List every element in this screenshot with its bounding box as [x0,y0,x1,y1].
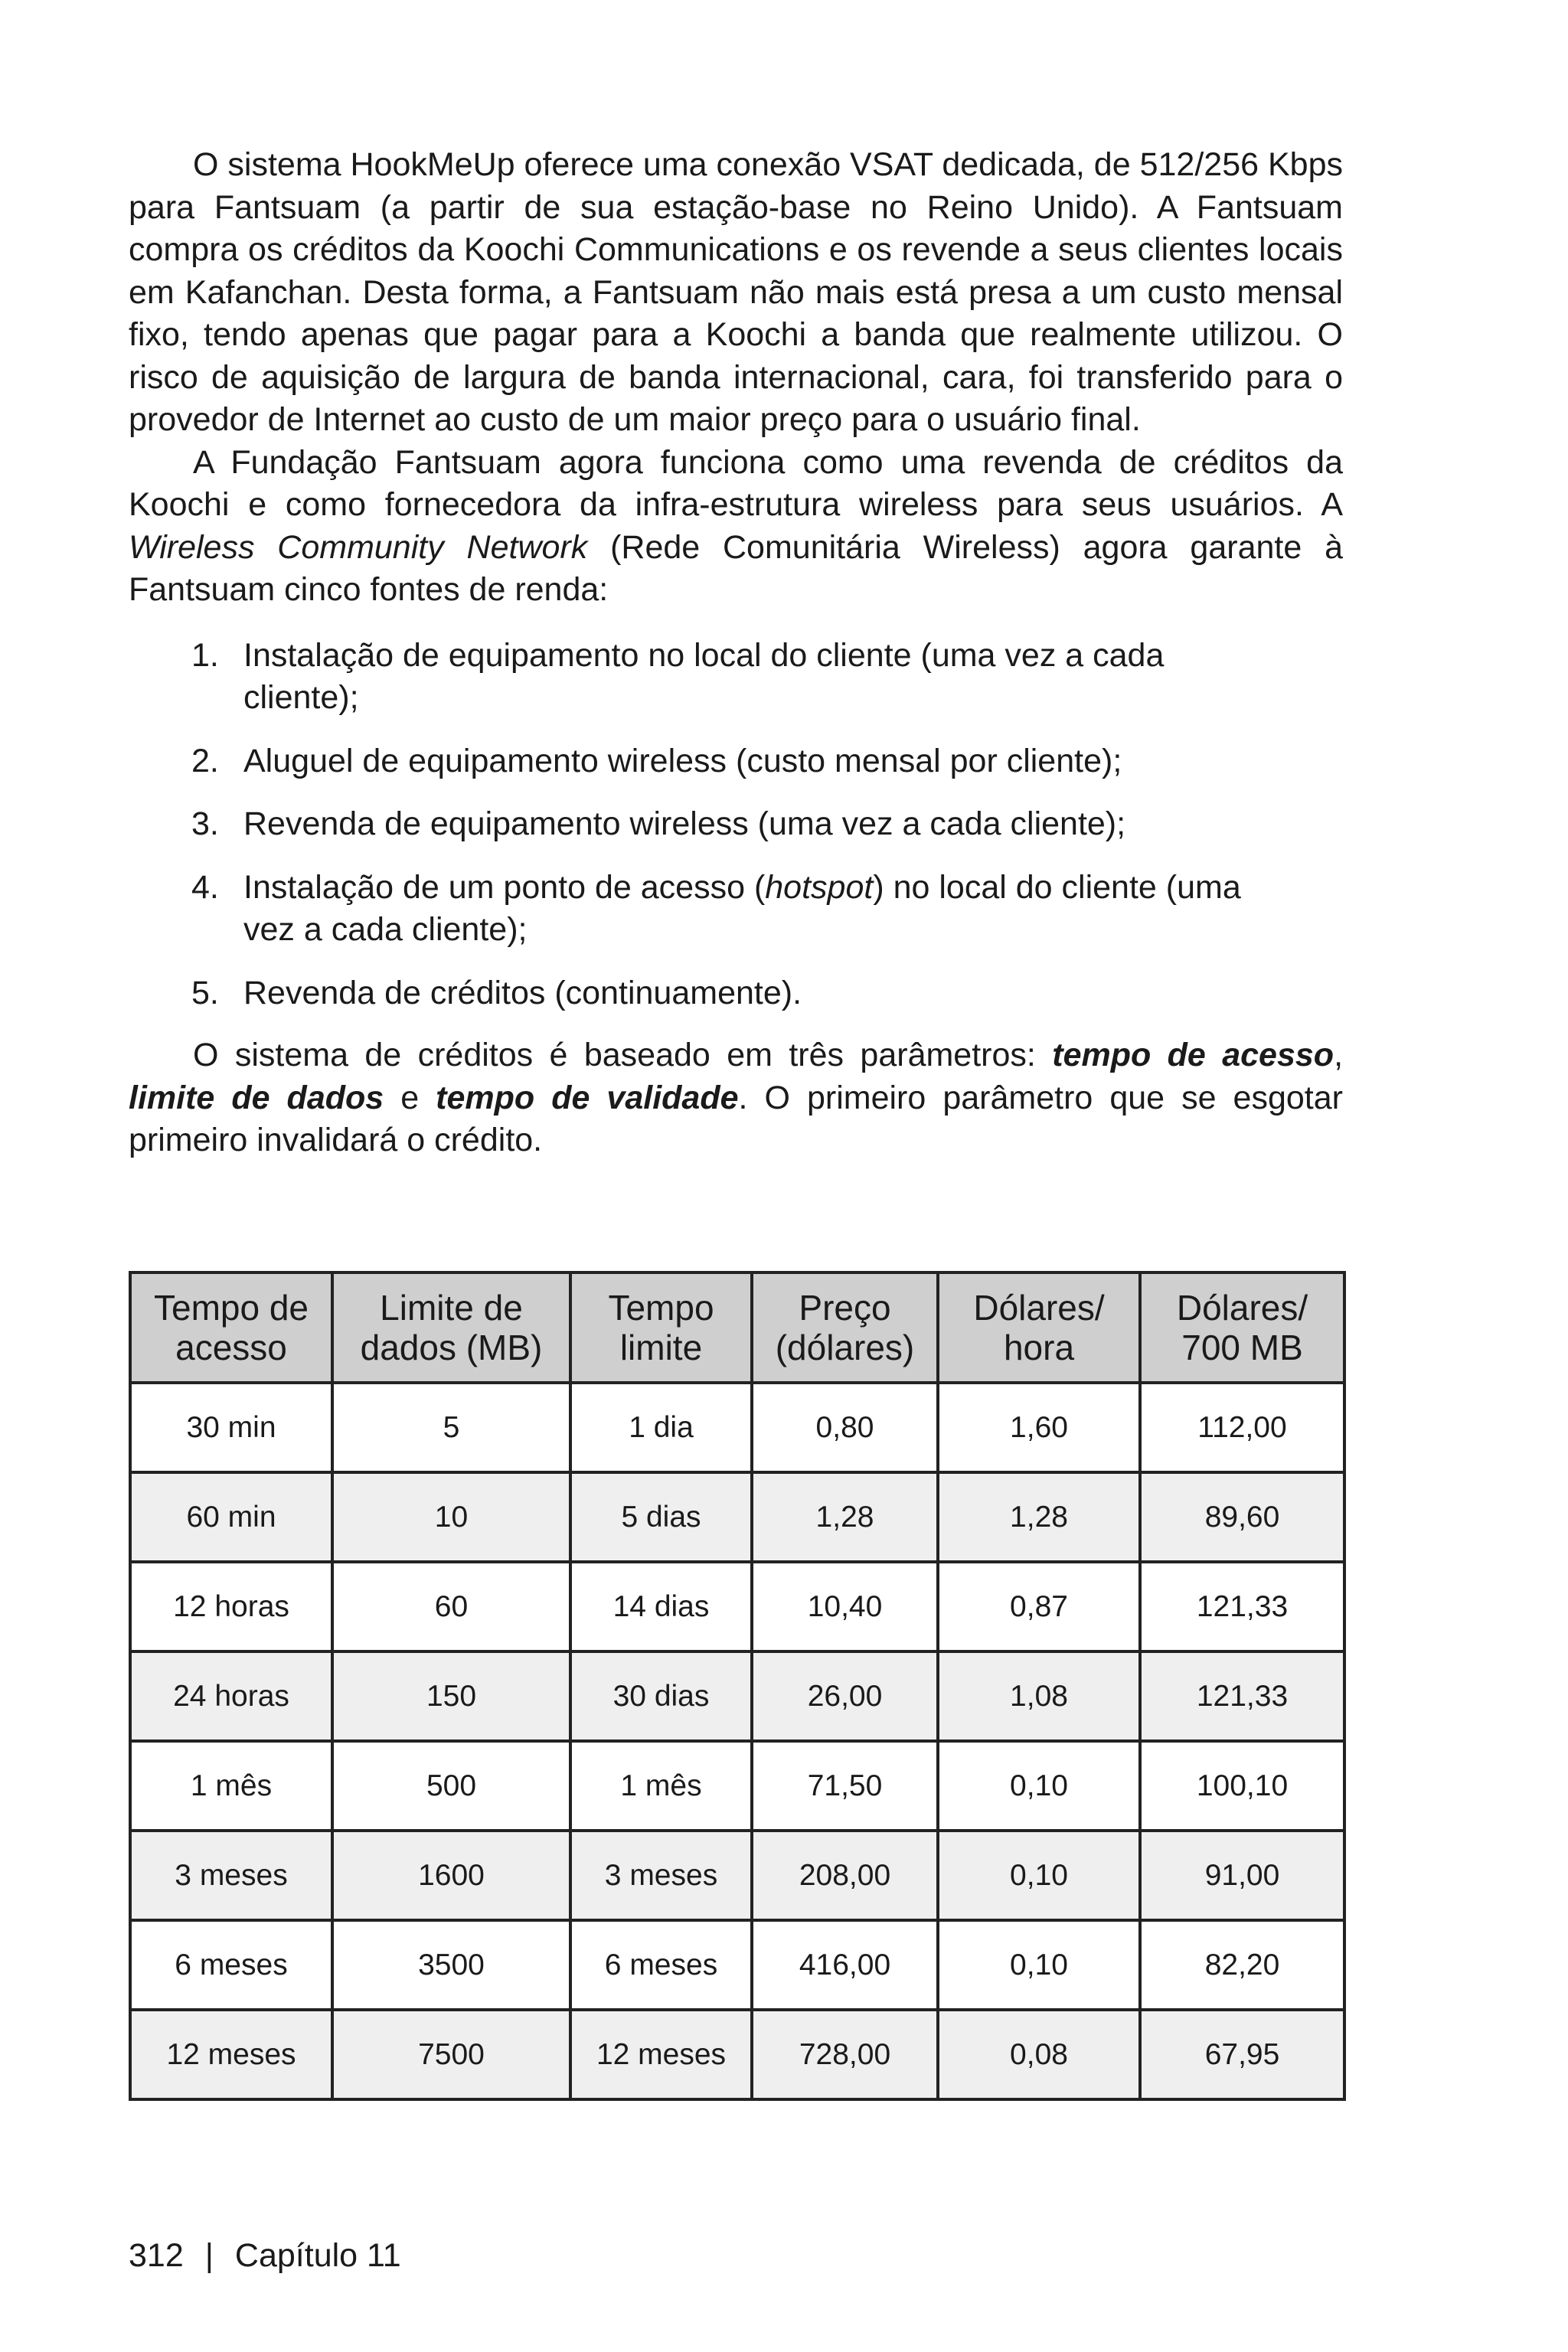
cell-dolares-hora: 0,10 [938,1831,1140,1920]
cell-dolares-hora: 0,08 [938,2010,1140,2099]
header-limite-dados: Limite de dados (MB) [332,1272,570,1383]
table-row [130,1383,1344,1472]
param-tempo-validade: tempo de validade [436,1079,739,1116]
cell-tempo-limite: 14 dias [570,1562,752,1651]
cell-tempo-limite: 5 dias [570,1472,752,1562]
paragraph-creditos-comma: , [1334,1037,1344,1073]
list-item [129,803,1343,846]
table-row [130,1651,1344,1741]
credits-table [129,1271,1346,2101]
cell-tempo-acesso: 1 mês [130,1741,332,1831]
cell-tempo-acesso: 24 horas [130,1651,332,1741]
cell-preco: 0,80 [752,1383,938,1472]
param-tempo-acesso: tempo de acesso [1052,1037,1334,1073]
cell-preco: 728,00 [752,2010,938,2099]
list-item-text: Aluguel de equipamento wireless (custo mensal por cliente); [243,742,1122,779]
list-item-number: 4. [191,868,219,906]
cell-tempo-limite: 30 dias [570,1651,752,1741]
list-item-text-b: ) no local do cliente (uma vez a cada cliente); [243,868,1241,948]
cell-dolares-700mb: 121,33 [1140,1651,1344,1741]
paragraph-fundacao [129,442,1343,612]
table-row [130,1741,1344,1831]
cell-dolares-hora: 0,10 [938,1741,1140,1831]
cell-tempo-limite: 3 meses [570,1831,752,1920]
list-item-number: 3. [191,805,219,842]
paragraph-creditos-and: e [384,1079,436,1116]
table-row [130,2010,1344,2099]
cell-preco: 71,50 [752,1741,938,1831]
cell-preco: 416,00 [752,1920,938,2010]
list-item-italic: hotspot [765,868,874,906]
table-header-row [130,1272,1344,1383]
cell-dolares-hora: 0,10 [938,1920,1140,2010]
list-item-text: Revenda de créditos (continuamente). [243,974,802,1011]
cell-tempo-acesso: 30 min [130,1383,332,1472]
paragraph-creditos-text-a: O sistema de créditos é baseado em três parâmetros: [193,1037,1053,1073]
cell-preco: 1,28 [752,1472,938,1562]
revenue-list [129,635,1343,1015]
list-item [129,972,1343,1015]
list-item-text-a: Instalação de um ponto de acesso ( [243,868,766,906]
table-row [130,1562,1344,1651]
list-item [129,740,1343,783]
cell-preco: 26,00 [752,1651,938,1741]
paragraph-fundacao-italic: Wireless Community Network [129,528,588,566]
cell-tempo-limite: 6 meses [570,1920,752,2010]
list-item-text: Revenda de equipamento wireless (uma vez a cada cliente); [243,805,1126,842]
cell-tempo-acesso: 60 min [130,1472,332,1562]
footer-separator: | [204,2237,214,2274]
paragraph-hookmeup [129,144,1343,442]
paragraph-creditos-text-d: . O primeiro parâmetro que se esgotar primeiro invalidará o crédito. [129,1079,1343,1158]
paragraph-fundacao-text-b: (Rede Comunitária Wireless) agora garante à Fantsuam cinco fontes de renda: [129,528,1343,608]
cell-dolares-700mb: 112,00 [1140,1383,1344,1472]
paragraph-creditos [129,1034,1343,1162]
list-item [129,867,1343,952]
paragraph-hookmeup-text: O sistema HookMeUp oferece uma conexão VSAT dedicada, de 512/256 Kbps para Fantsuam (a partir de sua estação-base no Reino Unido). A Fantsuam compra os créditos da Koochi Communications e os revende a seus clientes locais em Kafanchan. Desta forma, a Fantsuam não mais está presa a um custo mensal fixo, tendo apenas que pagar para a Koochi a banda que realmente utilizou. O risco de aquisição de largura de banda internacional, cara, foi transferido para o provedor de Internet ao custo de um maior preço para o usuário final. [129,146,1343,438]
paragraph-fundacao-text-a: A Fundação Fantsuam agora funciona como uma revenda de créditos da Koochi e como fornecedora da infra-estrutura wireless para seus usuários. A [129,443,1343,523]
list-item-number: 5. [191,974,219,1011]
cell-limite-dados: 150 [332,1651,570,1741]
list-item-number: 2. [191,742,219,779]
cell-tempo-limite: 1 mês [570,1741,752,1831]
cell-dolares-700mb: 121,33 [1140,1562,1344,1651]
list-item-text: Instalação de equipamento no local do cliente (uma vez a cada cliente); [243,636,1165,716]
list-item [129,635,1343,720]
body-text [129,144,1343,1162]
cell-tempo-acesso: 12 horas [130,1562,332,1651]
chapter-label: Capítulo 11 [234,2237,401,2274]
cell-preco: 208,00 [752,1831,938,1920]
cell-dolares-700mb: 100,10 [1140,1741,1344,1831]
cell-limite-dados: 1600 [332,1831,570,1920]
cell-limite-dados: 3500 [332,1920,570,2010]
cell-dolares-hora: 1,08 [938,1651,1140,1741]
table-row [130,1831,1344,1920]
cell-dolares-700mb: 82,20 [1140,1920,1344,2010]
cell-tempo-limite: 1 dia [570,1383,752,1472]
table-row [130,1472,1344,1562]
cell-preco: 10,40 [752,1562,938,1651]
cell-tempo-acesso: 6 meses [130,1920,332,2010]
header-dolares-700mb: Dólares/ 700 MB [1140,1272,1344,1383]
cell-limite-dados: 500 [332,1741,570,1831]
cell-tempo-limite: 12 meses [570,2010,752,2099]
cell-dolares-700mb: 67,95 [1140,2010,1344,2099]
list-item-number: 1. [191,636,219,674]
cell-limite-dados: 7500 [332,2010,570,2099]
header-tempo-limite: Tempo limite [570,1272,752,1383]
cell-dolares-hora: 1,28 [938,1472,1140,1562]
cell-dolares-700mb: 91,00 [1140,1831,1344,1920]
page-footer [129,2237,401,2275]
header-preco: Preço (dólares) [752,1272,938,1383]
page-number: 312 [129,2237,184,2274]
cell-tempo-acesso: 3 meses [130,1831,332,1920]
cell-dolares-hora: 0,87 [938,1562,1140,1651]
header-tempo-acesso: Tempo de acesso [130,1272,332,1383]
cell-tempo-acesso: 12 meses [130,2010,332,2099]
cell-dolares-hora: 1,60 [938,1383,1140,1472]
cell-dolares-700mb: 89,60 [1140,1472,1344,1562]
cell-limite-dados: 10 [332,1472,570,1562]
param-limite-dados: limite de dados [129,1079,384,1116]
cell-limite-dados: 5 [332,1383,570,1472]
table-row [130,1920,1344,2010]
header-dolares-hora: Dólares/ hora [938,1272,1140,1383]
cell-limite-dados: 60 [332,1562,570,1651]
